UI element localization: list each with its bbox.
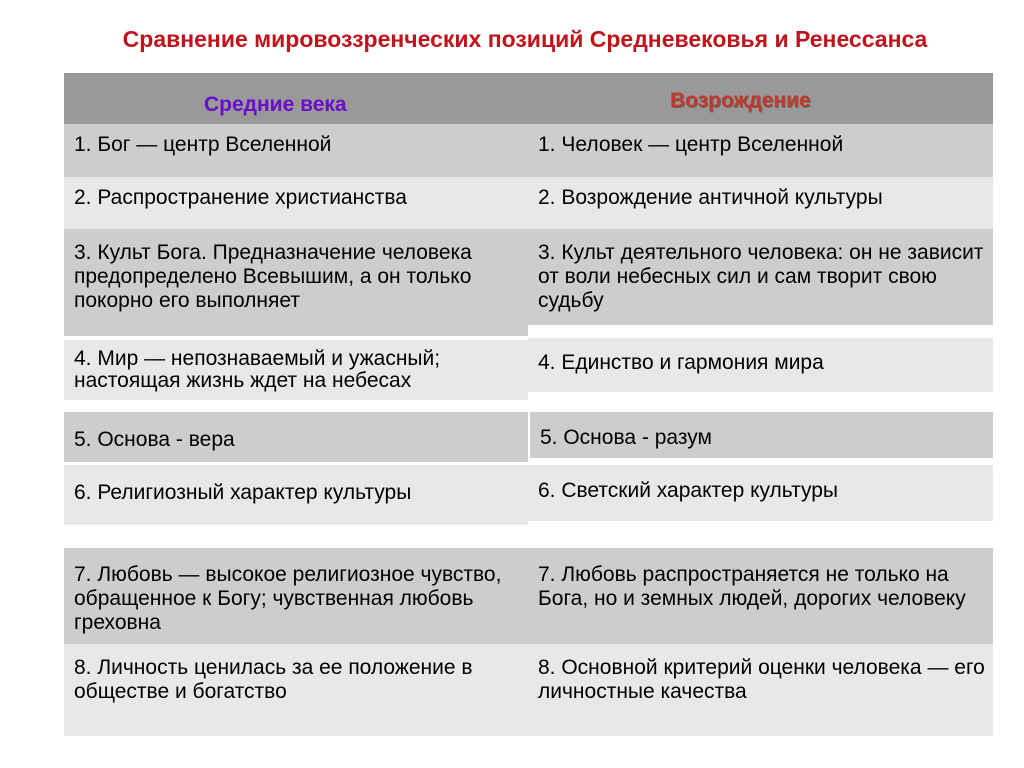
table-cell-left-8: 8. Личность ценилась за ее положение в обществе и богатство: [64, 644, 528, 736]
table-cell-right-8: 8. Основной критерий оценки человека — его личностные качества: [528, 644, 993, 736]
table-cell-right-1: 1. Человек — центр Вселенной: [528, 124, 993, 177]
table-cell-right-5: 5. Основа - разум: [530, 412, 993, 458]
page-title: Сравнение мировоззренческих позиций Средневековья и Ренессанса: [122, 26, 928, 52]
table-cell-right-2: 2. Возрождение античной культуры: [528, 177, 993, 229]
table-cell-left-1: 1. Бог — центр Вселенной: [64, 124, 528, 177]
table-cell-right-7: 7. Любовь распространяется не только на Бога, но и земных людей, дорогих человеку: [528, 548, 993, 644]
table-cell-left-2: 2. Распространение христианства: [64, 177, 528, 229]
header-right-label: Возрождение: [670, 89, 811, 112]
table-cell-right-4: 4. Единство и гармония мира: [528, 338, 993, 392]
table-cell-left-6: 6. Религиозный характер культуры: [64, 465, 528, 525]
table-cell-left-4: 4. Мир — непознаваемый и ужасный; настоящая жизнь ждет на небесах: [64, 340, 528, 400]
table-cell-right-3: 3. Культ деятельного человека: он не зависит от воли небесных сил и сам творит свою судьбу: [528, 229, 993, 325]
table-cell-left-7: 7. Любовь — высокое религиозное чувство, обращенное к Богу; чувственная любовь греховна: [64, 548, 528, 644]
table-cell-left-5: 5. Основа - вера: [64, 412, 528, 462]
header-left-label: Средние века: [204, 93, 347, 116]
header-left: [64, 73, 528, 124]
table-cell-right-6: 6. Светский характер культуры: [528, 465, 993, 521]
table-cell-left-3: 3. Культ Бога. Предназначение человека предопределено Всевышим, а он только покорно его выполняет: [64, 229, 528, 336]
header-right: [528, 73, 993, 124]
